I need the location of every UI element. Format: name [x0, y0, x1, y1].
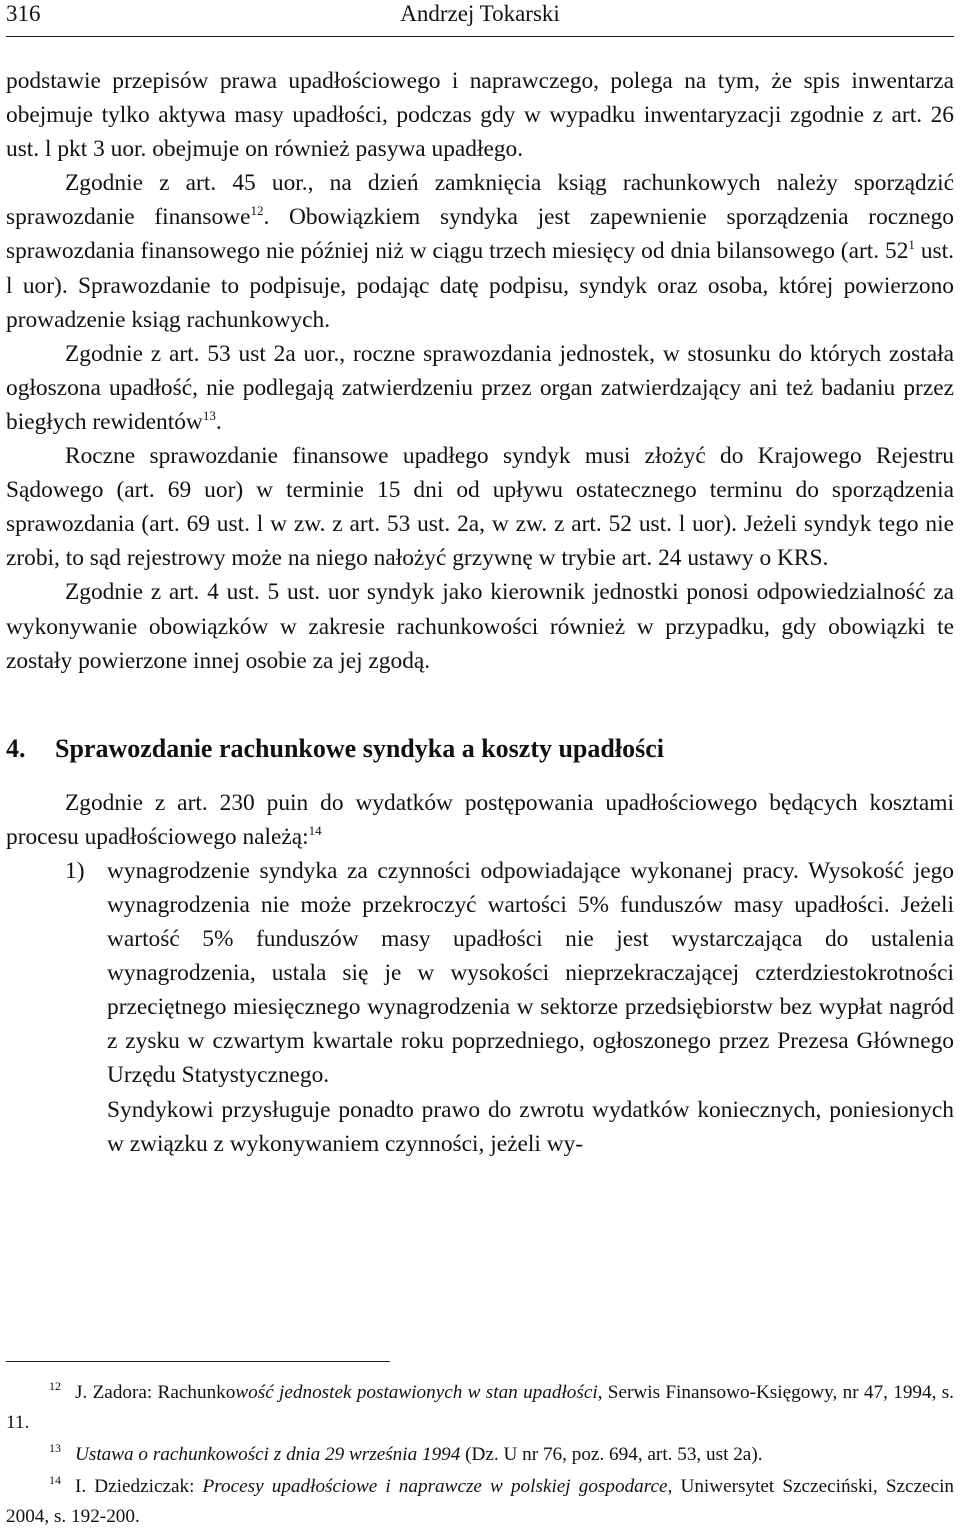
body-text [6, 64, 954, 1161]
paragraph-4: Roczne sprawozdanie finansowe upadłego syndyk musi złożyć do Krajowego Rejestru Sądowego (art. 69 uor) w terminie 15 dni od upływu ostatecznego terminu do sporządzenia sprawozdania (art. 69 ust. l w zw. z art. 53 ust. 2a, w zw. z art. 52 ust. l uor). Jeżeli syndyk tego nie zrobi, to sąd rejestrowy może na niego nałożyć grzywnę w trybie art. 24 ustawy o KRS. [6, 443, 954, 572]
paragraph-5: Zgodnie z art. 4 ust. 5 ust. uor syndyk jako kierownik jednostki ponosi odpowiedzialność za wykonywanie obowiązków w zakresie rachunkowości również w przypadku, gdy obowiązki te zostały powierzone innej osobie za jej zgodą. [6, 579, 954, 674]
footnotes [6, 1378, 954, 1534]
paragraph-3-part-b: . [215, 408, 222, 435]
footnote-12 [6, 1378, 954, 1438]
section-intro-text: Zgodnie z art. 230 puin do wydatków postępowania upadłościowego będących kosztami procesu upadłościowego należą: [6, 789, 954, 850]
footnote-ref-13[interactable]: 13 [202, 407, 216, 423]
paragraph-2-part-a: Zgodnie z art. 45 uor., na dzień zamknięcia ksiąg rachunkowych należy sporządzić sprawozdanie finansowe [6, 170, 954, 231]
paragraph-3 [6, 337, 954, 439]
footnote-text: I. Dziedziczak: [75, 1476, 203, 1497]
footnote-13 [6, 1440, 954, 1470]
footnote-text: J. Zadora: Rachunko [75, 1382, 236, 1403]
footnote-number: 12 [49, 1379, 61, 1393]
section-heading [6, 732, 954, 766]
footnote-ref-12[interactable]: 12 [250, 203, 264, 219]
footnote-number: 14 [49, 1473, 61, 1487]
paragraph-2-part-c: ust. l uor). Sprawozdanie to podpisuje, podając datę podpisu, syndyk oraz osoba, której powierzono prowadzenie ksiąg rachunkowych. [6, 238, 954, 333]
paragraph-3-part-a: Zgodnie z art. 53 ust 2a uor., roczne sprawozdania jednostek, w stosunku do których została ogłoszona upadłość, nie podlegają zatwierdzeniu przez organ zatwierdzający ani też badaniu przez biegłych rewidentów [6, 340, 954, 435]
article-superscript: 1 [908, 237, 915, 253]
list-item [6, 854, 954, 1161]
list-item-continuation: Syndykowi przysługuje ponadto prawo do zwrotu wydatków koniecznych, poniesionych w związku z wykonywaniem czynności, jeżeli wy- [107, 1096, 954, 1157]
footnote-title: Ustawa o rachunkowości z dnia 29 września 1994 [75, 1444, 461, 1465]
footnote-14 [6, 1472, 954, 1532]
paragraph-2-part-b: . Obowiązkiem syndyka jest zapewnienie sporządzenia rocznego sprawozdania finansowego nie później niż w ciągu trzech miesięcy od dnia bilansowego (art. 52 [6, 204, 954, 265]
page-number: 316 [6, 1, 41, 26]
footnote-number: 13 [49, 1441, 61, 1455]
paragraph-1: podstawie przepisów prawa upadłościowego i naprawczego, polega na tym, że spis inwentarza obejmuje tylko aktywa masy upadłości, podczas gdy w wypadku inwentaryzacji zgodnie z art. 26 ust. l pkt 3 uor. obejmuje on również pasywa upadłego. [6, 68, 954, 163]
footnote-separator [6, 1361, 390, 1362]
section-intro [6, 786, 954, 854]
paragraph-2 [6, 166, 954, 336]
footnote-title: wość jednostek postawionych w stan upadłości [235, 1382, 598, 1403]
footnote-text: , Serwis Finansowo-Księgowy, nr 47, 1994, s. 11. [6, 1382, 954, 1433]
footnote-title: Procesy upadłościowe i naprawcze w polskiej gospodarce [202, 1476, 668, 1497]
footnote-text: , Uniwersytet Szczeciński, Szczecin 2004, s. 192-200. [6, 1476, 955, 1527]
section-title: Sprawozdanie rachunkowe syndyka a koszty upadłości [55, 733, 664, 763]
running-author: Andrzej Tokarski [400, 1, 560, 26]
list-item-number: 1) [65, 857, 85, 884]
footnote-text: (Dz. U nr 76, poz. 694, art. 53, ust 2a). [460, 1444, 763, 1465]
section-number: 4. [6, 733, 26, 763]
list-item-text: wynagrodzenie syndyka za czynności odpowiadające wykonanej pracy. Wysokość jego wynagrodzenia nie może przekroczyć wartości 5% funduszów masy upadłości. Jeżeli wartość 5% funduszów masy upadłości nie jest wystarczająca do ustalenia wynagrodzenia, ustala się je w wysokości nieprzekraczającej czterdziestokrotności przeciętnego miesięcznego wynagrodzenia w sektorze przedsiębiorstw bez wypłat nagród z zysku w czwartym kwartale roku poprzedniego, ogłoszonego przez Prezesa Głównego Urzędu Statystycznego. [107, 857, 954, 1089]
footnote-ref-14[interactable]: 14 [308, 822, 322, 838]
running-header [6, 0, 954, 37]
